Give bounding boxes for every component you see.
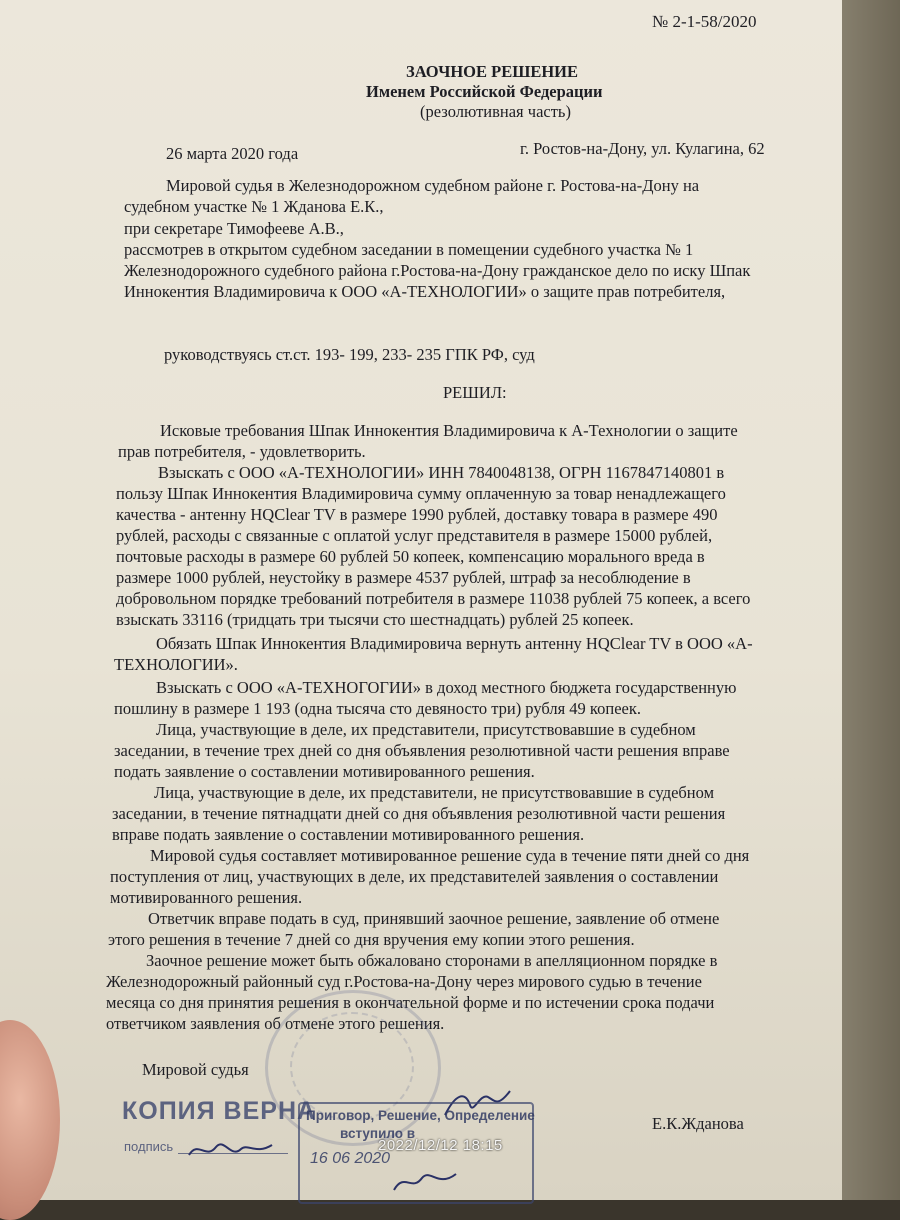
- intro-line: судебном участке № 1 Жданова Е.К.,: [124, 197, 384, 216]
- body-line: Заочное решение может быть обжаловано сторонами в апелляционном порядке в: [146, 951, 718, 970]
- decision-place: г. Ростов-на-Дону, ул. Кулагина, 62: [520, 139, 765, 158]
- body-line: поступления от лиц, участвующих в деле, их представителей заявления о составлении: [110, 867, 719, 886]
- intro-line: Мировой судья в Железнодорожном судебном районе г. Ростова-на-Дону на: [166, 176, 700, 195]
- doc-note: (резолютивная часть): [420, 102, 571, 121]
- case-number: № 2-1-58/2020: [652, 12, 757, 31]
- body-line: качества - антенну HQClear TV в размере 1990 рублей, доставку товара в размере 490: [116, 505, 718, 524]
- entry-stamp-line2: вступило в: [340, 1126, 416, 1141]
- judge-title: Мировой судья: [142, 1060, 249, 1079]
- decided-heading: РЕШИЛ:: [443, 383, 507, 402]
- body-line: Обязать Шпак Иннокентия Владимировича вернуть антенну HQClear TV в ООО «А-: [156, 634, 753, 653]
- intro-line: рассмотрев в открытом судебном заседании в помещении судебного участка № 1: [124, 240, 694, 259]
- doc-title: ЗАОЧНОЕ РЕШЕНИЕ: [406, 62, 579, 81]
- photo-timestamp: 2022/12/12 18:15: [378, 1137, 503, 1154]
- body-line: пользу Шпак Иннокентия Владимировича сумму оплаченную за товар ненадлежащего: [116, 484, 726, 503]
- entry-stamp-date: 16 06 2020: [310, 1150, 391, 1167]
- copy-verified-stamp: [118, 1095, 317, 1165]
- body-line: Мировой судья составляет мотивированное решение суда в течение пяти дней со дня: [150, 846, 750, 865]
- judge-name: Е.К.Жданова: [652, 1114, 744, 1133]
- body-line: рублей, расходы с связанные с оплатой услуг представителя в размере 15000 рублей,: [116, 526, 713, 545]
- copy-stamp-signature-icon: [186, 1135, 276, 1165]
- body-line: заседании, в течение трех дней со дня объявления резолютивной части решения вправе: [114, 741, 730, 760]
- body-line: почтовые расходы в размере 60 рублей 50 копеек, компенсацию морального вреда в: [116, 547, 705, 566]
- body-line: ТЕХНОЛОГИИ».: [114, 655, 238, 674]
- body-line: подать заявление о составлении мотивированного решения.: [114, 762, 535, 781]
- body-line: Железнодорожный районный суд г.Ростова-на-Дону через мирового судью в течение: [106, 972, 702, 991]
- body-line: взыскать 33116 (тридцать три тысячи сто шестнадцать) рублей 25 копеек.: [116, 610, 634, 629]
- intro-line: при секретаре Тимофееве А.В.,: [124, 219, 344, 238]
- body-line: размере 1000 рублей, неустойку в размере 4537 рублей, штраф за несоблюдение в: [116, 568, 691, 587]
- decision-date: 26 марта 2020 года: [166, 144, 299, 163]
- body-line: добровольном порядке требований потребителя в размере 11038 рублей 75 копеек, а всего: [116, 589, 751, 608]
- body-line: прав потребителя, - удовлетворить.: [118, 442, 366, 461]
- body-line: вправе подать заявление о составлении мотивированного решения.: [112, 825, 585, 844]
- body-line: Лица, участвующие в деле, их представители, не присутствовавшие в судебном: [154, 783, 715, 802]
- doc-subtitle: Именем Российской Федерации: [366, 82, 603, 101]
- body-line: заседании, в течение пятнадцати дней со дня объявления резолютивной части решения: [112, 804, 726, 823]
- body-line: пошлину в размере 1 193 (одна тысяча сто девяносто три) рубля 49 копеек.: [114, 699, 641, 718]
- body-line: мотивированного решения.: [110, 888, 303, 907]
- body-line: ответчиком заявления об отмене этого решения.: [106, 1014, 445, 1033]
- intro-line: Иннокентия Владимировича к ООО «А-ТЕХНОЛОГИИ» о защите прав потребителя,: [124, 282, 726, 301]
- copy-stamp-text: КОПИЯ ВЕРНА: [122, 1097, 317, 1125]
- body-line: Лица, участвующие в деле, их представители, присутствовавшие в судебном: [156, 720, 696, 739]
- intro-line: Железнодорожного судебного района г.Ростова-на-Дону гражданское дело по иску Шпак: [124, 261, 751, 280]
- copy-stamp-sign-label: подпись: [124, 1139, 174, 1154]
- entry-stamp-line1: Приговор, Решение, Определение: [306, 1108, 535, 1123]
- entry-stamp-signature-icon: [390, 1166, 460, 1198]
- body-line: месяца со дня принятия решения в окончательной форме и по истечении срока подачи: [106, 993, 715, 1012]
- guided-by: руководствуясь ст.ст. 193- 199, 233- 235 ГПК РФ, суд: [164, 345, 535, 364]
- body-line: Ответчик вправе подать в суд, принявший заочное решение, заявление об отмене: [148, 909, 720, 928]
- body-line: Исковые требования Шпак Иннокентия Владимировича к А-Технологии о защите: [160, 421, 738, 440]
- body-line: этого решения в течение 7 дней со дня вручения ему копии этого решения.: [108, 930, 635, 949]
- body-line: Взыскать с ООО «А-ТЕХНОГОГИИ» в доход местного бюджета государственную: [156, 678, 737, 697]
- body-line: Взыскать с ООО «А-ТЕХНОЛОГИИ» ИНН 7840048138, ОГРН 1167847140801 в: [158, 463, 725, 482]
